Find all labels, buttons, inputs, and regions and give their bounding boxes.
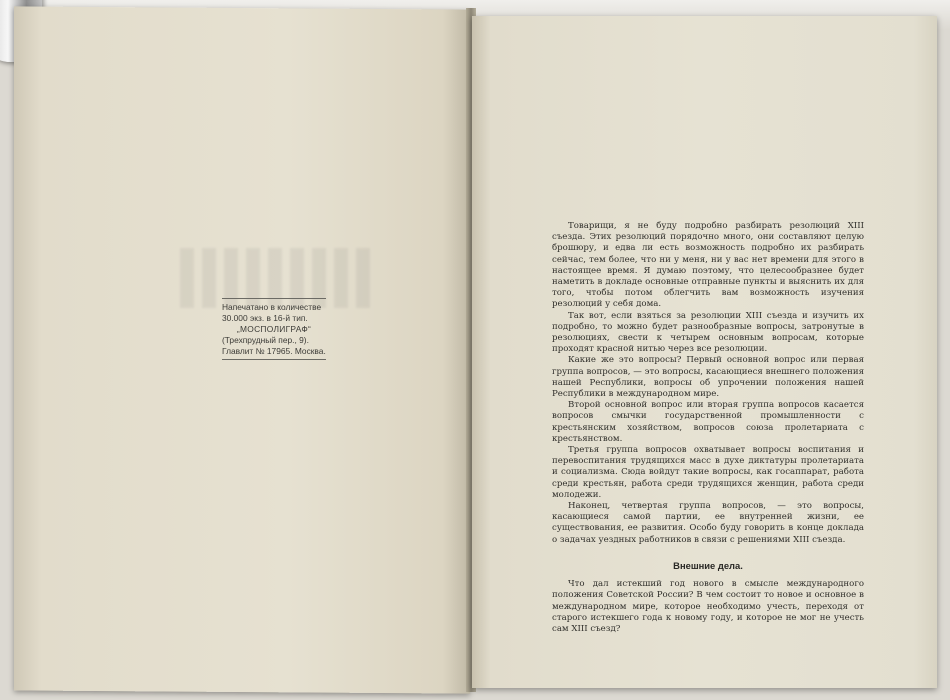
body-text [552, 221, 864, 635]
imprint-line: 30.000 экз. в 16-й тип. [222, 313, 308, 323]
imprint-line: (Трехпрудный пер., 9). [222, 335, 309, 345]
imprint-line: „МОСПОЛИГРАФ“ [236, 324, 312, 334]
paragraph: Так вот, если взяться за резолюции XIII съезда и изучить их подробно, то можно будет разнообразные вопросы, затронутые в резолюциях, свести к четырем основным вопросам, которые проходят красной нитью через все резолюции. [552, 310, 864, 355]
imprint-line: Главлит № 17965. Москва. [222, 346, 326, 356]
imprint-line: Напечатано в количестве [222, 302, 322, 312]
paragraph: Второй основной вопрос или вторая группа вопросов касается вопросов смычки государственной промышленности с крестьянским хозяйством, вопросов союза пролетариата с крестьянством. [552, 400, 864, 444]
paragraph: Третья группа вопросов охватывает вопросы воспитания и перевоспитания трудящихся масс в духе диктатуры пролетариата и социализма. Сюда войдут такие вопросы, как госаппарат, работа среди крестьян, работа среди трудящихся женщин, работа среди молодежи. [552, 445, 864, 500]
paragraph: Какие же это вопросы? Первый основной вопрос или первая группа вопросов, — это вопросы, касающиеся внешнего положения нашей Республики, вопросы об упрочении положения нашей Республики в международном мире. [552, 355, 864, 400]
imprint-block [222, 298, 326, 360]
paragraph: Что дал истекший год нового в смысле международного положения Советской России? В чем состоит то новое и основное в международном мире, которое необходимо учесть, переходя от старого истекшего года к новому году, и которое не мог не учесть сам XIII съезд? [552, 579, 864, 634]
paragraph: Наконец, четвертая группа вопросов, — это вопросы, касающиеся самой партии, ее внутренней жизни, ее существования, ее развития. Особо буду говорить в конце доклада о задачах уездных работников в связи с решениями XIII съезда. [552, 501, 864, 545]
section-heading: Внешние дела. [673, 559, 743, 571]
paragraph: Товарищи, я не буду подробно разбирать резолюций XIII съезда. Этих резолюций порядочно много, они составляют целую брошюру, и едва ли есть возможность подробно их разбирать сейчас, тем более, что ни у меня, ни у вас нет времени для этого в настоящее время. Я думаю поэтому, что целесообразнее будет наметить в докладе основные отправные пункты и выяснить их для того, чтобы потом облегчить вам возможность изучения резолюций у себя дома. [552, 221, 864, 310]
